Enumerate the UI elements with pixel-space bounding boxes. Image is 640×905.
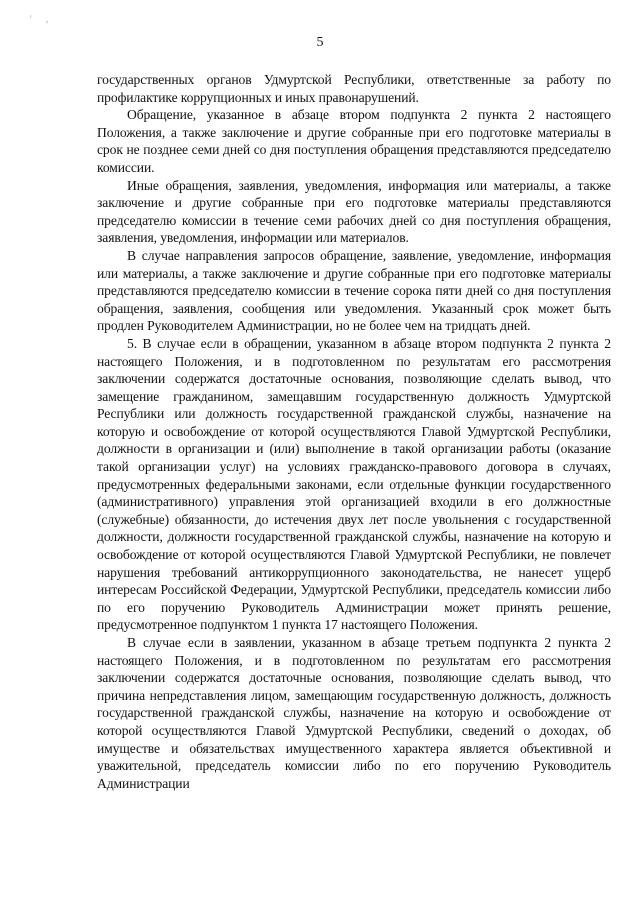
document-body (97, 71, 611, 792)
paragraph: Иные обращения, заявления, уведомления, информация или материалы, а также заключение и другие собранные при его подготовке материалы представляются председателю комиссии в течение семи рабочих дней со дня поступления обращения, заявления, уведомления, информации или материалов. (97, 177, 611, 246)
scan-artifact-mark: ' , (30, 14, 55, 24)
paragraph-item-5: 5. В случае если в обращении, указанном в абзаце втором подпункта 2 пункта 2 настоящего Положения, и в подготовленном по результатам его рассмотрения заключении содержатся достаточные основания, позволяющие сделать вывод, что замещение гражданином, замещавшим государственную должность Удмуртской Республики или должность государственной гражданской службы, назначение на которую и освобождение от которой осуществляются Главой Удмуртской Республики, должности в организации и (или) выполнение в такой организации работы (оказание такой организации услуг) на условиях гражданско-правового договора в случаях, предусмотренных федеральными законами, если отдельные функции государственного (административного) управления этой организацией входили в его должностные (служебные) обязанности, до истечения двух лет после увольнения с государственной должности, должности государственной гражданской службы, назначение на которую и освобождение от которой осуществляются Главой Удмуртской Республики, не повлечет нарушения требований антикоррупционного законодательства, не нанесет ущерб интересам Российской Федерации, Удмуртской Республики, председатель комиссии либо по его поручению Руководитель Администрации может принять решение, предусмотренное подпунктом 1 пункта 17 настоящего Положения. (97, 335, 611, 633)
paragraph-continuation: государственных органов Удмуртской Республики, ответственные за работу по профилактике коррупционных и иных правонарушений. (97, 72, 611, 105)
paragraph: В случае если в заявлении, указанном в абзаце третьем подпункта 2 пункта 2 настоящего Положения, и в подготовленном по результатам его рассмотрения заключении содержатся достаточные основания, позволяющие сделать вывод, что причина непредставления лицом, замещающим государственную должность, должность государственной гражданской службы, назначение на которую и освобождение от которой осуществляются Главой Удмуртской Республики, сведений о доходах, об имуществе и обязательствах имущественного характера является объективной и уважительной, председатель комиссии либо по его поручению Руководитель Администрации (97, 635, 611, 791)
paragraph: В случае направления запросов обращение, заявление, уведомление, информация или материалы, а также заключение и другие собранные при его подготовке материалы представляются председателю комиссии в течение сорока пяти дней со дня поступления обращения, заявления, сообщения или уведомления. Указанный срок может быть продлен Руководителем Администрации, но не более чем на тридцать дней. (97, 247, 611, 334)
page-number: 5 (316, 35, 324, 50)
paragraph: Обращение, указанное в абзаце втором подпункта 2 пункта 2 настоящего Положения, а также заключение и другие собранные при его подготовке материалы в срок не позднее семи дней со дня поступления обращения представляются председателю комиссии. (97, 107, 611, 175)
